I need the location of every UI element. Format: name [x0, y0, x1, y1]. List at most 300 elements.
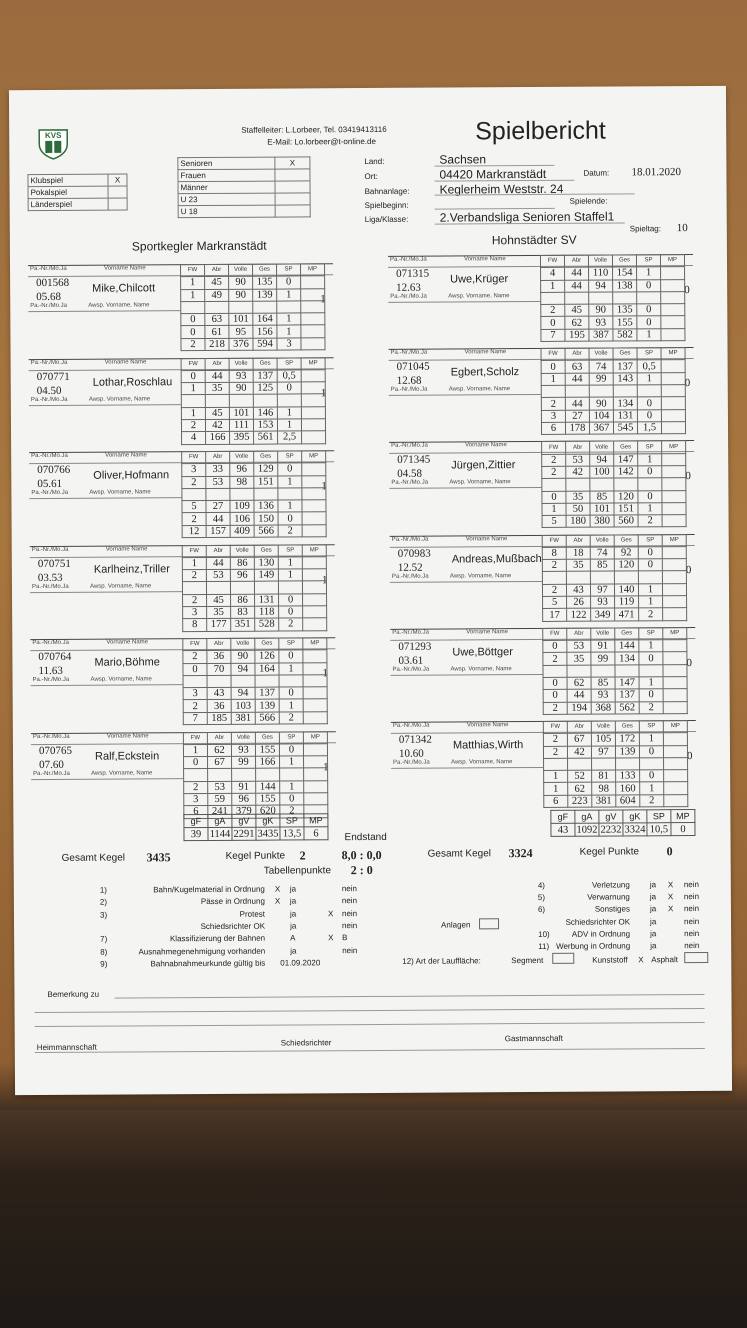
mp-cell: [302, 569, 326, 581]
player-match-point: 1: [320, 386, 327, 399]
empty-cell: [544, 758, 568, 770]
score-cell: 137: [253, 370, 277, 382]
score-cell: 44: [565, 267, 589, 279]
score-cell: 1: [279, 699, 303, 711]
score-cell: 0: [639, 745, 663, 757]
check-option-b: nein: [683, 904, 700, 914]
score-cell: 98: [230, 476, 254, 488]
score-cell: 109: [230, 500, 254, 512]
empty-cell: [256, 768, 280, 780]
category-u18-mark[interactable]: [275, 205, 310, 217]
mp-cell: [663, 689, 687, 701]
col-header: SP: [638, 534, 662, 546]
total-cell: 566: [255, 712, 279, 724]
empty-cell: [566, 478, 590, 490]
away-player-block: [388, 254, 694, 348]
mp-cell: [301, 382, 325, 394]
sum-header: gF: [551, 810, 575, 823]
total-cell: 368: [591, 702, 615, 714]
score-cell: 90: [229, 289, 253, 301]
mp-cell: [302, 500, 326, 512]
col-header: Volle: [588, 255, 612, 267]
asphalt-box[interactable]: [684, 952, 708, 963]
total-cell: 6: [184, 806, 208, 818]
total-cell: 594: [253, 338, 277, 350]
score-cell: 35: [566, 491, 590, 503]
check-option-a: ja: [289, 896, 297, 906]
total-cell: 351: [231, 618, 255, 630]
col-header: Volle: [230, 451, 254, 463]
substitute-label: Awsp. Vorname, Name: [90, 676, 152, 683]
mp-cell: [663, 608, 687, 620]
check-number: 3): [99, 910, 108, 920]
score-cell: 151: [614, 503, 638, 515]
total-cell: 3: [277, 338, 301, 350]
check-number: 4): [537, 880, 545, 890]
col-header: MP: [662, 441, 686, 453]
mp-cell: [304, 793, 328, 805]
player-match-point: 1: [322, 667, 329, 680]
vorname-label: Vorname Name: [465, 535, 508, 543]
total-cell: 2: [278, 525, 302, 537]
category-senioren-mark[interactable]: X: [275, 157, 310, 169]
substitute-label: Awsp. Vorname, Name: [449, 479, 511, 486]
check-mark-a[interactable]: X: [274, 884, 281, 894]
check-label: Bahn/Kugelmaterial in Ordnung: [153, 884, 265, 895]
score-cell: 0: [637, 279, 661, 291]
score-cell: 1: [277, 325, 301, 337]
score-cell: 0,5: [277, 370, 301, 382]
category-frauen-mark[interactable]: [275, 169, 310, 181]
block-separator: [30, 591, 182, 593]
pass-label: Pa.-Nr./Mo.Ja: [390, 349, 428, 357]
anlagen-box[interactable]: [479, 918, 499, 929]
away-team-name: Hohnstädter SV: [491, 232, 577, 248]
mp-cell: [661, 328, 685, 340]
game-type-box: [27, 173, 127, 211]
pass-label-substitute: Pa.-Nr./Mo.Ja: [392, 666, 430, 673]
score-cell: 140: [614, 584, 638, 596]
player-id: 070983: [397, 547, 431, 560]
score-cell: 0: [640, 770, 664, 782]
player-year: 10.60: [398, 747, 424, 760]
score-cell: 97: [591, 746, 615, 758]
col-header: Volle: [231, 732, 255, 744]
score-cell: 126: [255, 650, 279, 662]
total-cell: 545: [613, 422, 637, 434]
empty-cell: [207, 675, 231, 687]
total-cell: 379: [232, 805, 256, 817]
check-mark-a[interactable]: X: [274, 896, 281, 906]
mp-cell: [301, 288, 325, 300]
score-grid: [540, 254, 686, 342]
mp-cell: [301, 419, 325, 431]
substitute-label: Awsp. Vorname, Name: [89, 582, 152, 590]
score-cell: 164: [255, 663, 279, 675]
score-cell: 2: [181, 419, 205, 431]
anlagen-label: Anlagen: [441, 920, 471, 930]
score-cell: 1: [182, 557, 206, 569]
block-separator: [29, 497, 181, 499]
total-cell: 2: [639, 608, 663, 620]
col-header: SP: [278, 544, 302, 556]
score-cell: 160: [616, 782, 640, 794]
away-sum-table: [550, 809, 695, 837]
check-option-b: nein: [683, 879, 699, 890]
score-cell: 110: [589, 267, 613, 279]
vorname-label: Vorname Name: [465, 442, 507, 449]
mp-cell: [302, 475, 326, 487]
player-match-point: 0: [685, 563, 692, 576]
score-cell: 1: [278, 476, 302, 488]
score-cell: 139: [255, 700, 279, 712]
sum-header: gA: [208, 814, 232, 827]
mp-cell: [662, 571, 686, 583]
score-cell: 136: [254, 500, 278, 512]
score-cell: 1: [544, 783, 568, 795]
game-type-laender-mark[interactable]: [108, 198, 127, 210]
sum-header: SP: [647, 810, 671, 823]
total-cell: 6: [541, 422, 565, 434]
col-header: Volle: [231, 638, 255, 650]
score-cell: 45: [207, 594, 231, 606]
category-frauen: Frauen: [178, 169, 275, 182]
empty-cell: [542, 572, 566, 584]
check-label: Schiedsrichter OK: [565, 917, 631, 927]
score-cell: 151: [254, 476, 278, 488]
total-cell: 528: [255, 618, 279, 630]
score-cell: 142: [614, 466, 638, 478]
col-header: Abr: [564, 255, 588, 267]
check-mark-b[interactable]: X: [667, 904, 674, 914]
check-option-a: ja: [290, 945, 297, 955]
score-cell: 0: [543, 677, 567, 689]
mp-cell: [301, 301, 325, 313]
total-cell: 180: [566, 515, 590, 527]
score-cell: 133: [616, 770, 640, 782]
score-cell: 93: [589, 316, 613, 328]
score-cell: 0: [279, 594, 303, 606]
score-cell: 5: [543, 596, 567, 608]
score-cell: 44: [565, 280, 589, 292]
mp-cell: [303, 618, 327, 630]
mp-cell: [661, 397, 685, 409]
score-cell: 91: [591, 640, 615, 652]
player-id: 071345: [397, 454, 431, 467]
score-cell: 154: [613, 267, 637, 279]
score-cell: 0: [278, 512, 302, 524]
col-header: Ges: [615, 628, 639, 640]
game-type-klub: Klubspiel: [28, 174, 108, 186]
col-header: MP: [663, 627, 687, 639]
away-gesamt-label: Gesamt Kegel: [427, 848, 492, 860]
block-separator: [390, 581, 542, 583]
score-cell: 93: [591, 596, 615, 608]
score-cell: 43: [207, 688, 231, 700]
empty-cell: [589, 385, 613, 397]
check-mark-b[interactable]: X: [327, 908, 334, 918]
mp-cell: [302, 557, 326, 569]
score-cell: 147: [614, 454, 638, 466]
score-cell: 91: [232, 781, 256, 793]
check-label: Schiedsrichter OK: [200, 921, 266, 931]
check-label: Ausnahmegenehmigung vorhanden: [138, 946, 266, 956]
score-cell: 53: [208, 781, 232, 793]
empty-cell: [181, 395, 205, 407]
score-cell: 85: [591, 677, 615, 689]
pass-label: Pa.-Nr./Mo.Ja: [392, 722, 430, 729]
substitute-label: Awsp. Vorname, Name: [89, 489, 151, 496]
empty-cell: [183, 675, 207, 687]
score-cell: 134: [615, 652, 639, 664]
substitute-label: Awsp. Vorname, Name: [88, 395, 151, 403]
col-header: Abr: [206, 545, 230, 557]
score-cell: 0: [279, 650, 303, 662]
score-cell: 0: [638, 547, 662, 559]
home-player-block: [31, 731, 337, 825]
empty-cell: [616, 758, 640, 770]
total-cell: 7: [541, 329, 565, 341]
score-cell: 0: [541, 317, 565, 329]
empty-cell: [280, 768, 304, 780]
empty-cell: [277, 394, 301, 406]
score-cell: 103: [231, 700, 255, 712]
vorname-label: Vorname Name: [463, 256, 506, 263]
pass-label: Pa.-Nr./Mo.Ja: [31, 452, 68, 460]
col-header: MP: [303, 731, 327, 743]
block-separator: [391, 767, 543, 769]
score-cell: 74: [590, 547, 614, 559]
score-cell: 1: [277, 407, 301, 419]
sum-value: 1092: [576, 824, 598, 836]
col-header: Ges: [614, 534, 638, 546]
score-cell: 1: [181, 277, 205, 289]
sum-value: 10,5: [647, 823, 671, 836]
check-label: Verwarnung: [587, 892, 630, 902]
empty-cell: [614, 571, 638, 583]
kunststoff-mark[interactable]: X: [638, 955, 644, 965]
score-cell: 135: [613, 304, 637, 316]
mp-cell: [664, 782, 688, 794]
score-cell: 1: [639, 640, 663, 652]
score-cell: 119: [615, 596, 639, 608]
check-option-b: nein: [341, 884, 357, 894]
score-cell: 44: [567, 689, 591, 701]
player-year: 12.68: [396, 374, 422, 388]
col-header: Abr: [566, 535, 590, 547]
col-header: MP: [301, 357, 325, 369]
score-cell: 0: [277, 276, 301, 288]
total-cell: 185: [207, 712, 231, 724]
score-cell: 1: [181, 289, 205, 301]
col-header: Volle: [229, 358, 253, 370]
score-cell: 18: [566, 547, 590, 559]
empty-cell: [614, 478, 638, 490]
svg-text:KVS: KVS: [44, 130, 62, 140]
score-cell: 33: [206, 464, 230, 476]
empty-cell: [567, 665, 591, 677]
empty-cell: [205, 395, 229, 407]
total-cell: 177: [207, 619, 231, 631]
score-cell: 139: [615, 745, 639, 757]
col-header: Ges: [612, 255, 636, 267]
pass-label-substitute: Pa.-Nr./Mo.Ja: [390, 386, 428, 394]
check-date[interactable]: 01.09.2020: [280, 958, 321, 968]
category-maenner-mark[interactable]: [275, 181, 310, 193]
total-cell: 380: [590, 515, 614, 527]
score-cell: 5: [182, 501, 206, 513]
sum-value: 1144: [209, 828, 231, 840]
score-cell: 90: [589, 304, 613, 316]
col-header: Abr: [207, 638, 231, 650]
check-option-a: ja: [649, 892, 657, 902]
player-match-point: 0: [686, 656, 692, 669]
player-name: Ralf,Eckstein: [94, 749, 160, 763]
game-type-klub-mark[interactable]: X: [108, 174, 127, 186]
col-header: SP: [636, 255, 660, 267]
check-mark-b[interactable]: X: [328, 933, 334, 943]
empty-cell: [566, 572, 590, 584]
mp-cell: [301, 370, 325, 382]
total-cell: 2: [279, 712, 303, 724]
sum-header: gK: [623, 810, 647, 823]
score-cell: 4: [541, 268, 565, 280]
game-type-pokal-mark[interactable]: [108, 186, 127, 198]
score-cell: 164: [253, 313, 277, 325]
mp-cell: [663, 664, 687, 676]
pass-label: Pa.-Nr./Mo.Ja: [30, 359, 68, 366]
sum-value: 39: [184, 827, 208, 840]
home-player-block: [28, 263, 334, 357]
score-cell: 1: [277, 313, 301, 325]
category-u23: U 23: [178, 193, 275, 206]
mp-cell: [302, 512, 326, 524]
score-cell: 1: [277, 289, 301, 301]
total-cell: 381: [592, 795, 616, 807]
mp-cell: [663, 652, 687, 664]
score-cell: 53: [206, 476, 230, 488]
empty-cell: [229, 301, 253, 313]
sum-value: 13,5: [280, 827, 304, 840]
vorname-label: Vorname Name: [466, 628, 508, 636]
score-cell: 44: [565, 398, 589, 410]
total-cell: 157: [206, 525, 230, 537]
score-cell: 0: [639, 652, 663, 664]
mp-cell: [663, 677, 687, 689]
col-header: MP: [303, 638, 327, 650]
pass-label-substitute: Pa.-Nr./Mo.Ja: [391, 573, 429, 580]
score-cell: 62: [207, 744, 231, 756]
mp-cell: [663, 745, 687, 757]
col-header: MP: [302, 544, 326, 556]
player-name: Jürgen,Zittier: [451, 459, 516, 472]
substitute-label: Awsp. Vorname, Name: [450, 665, 512, 673]
mp-cell: [301, 313, 325, 325]
score-cell: 125: [253, 382, 277, 394]
score-cell: 96: [232, 793, 256, 805]
empty-cell: [205, 301, 229, 313]
category-senioren: Senioren: [178, 157, 275, 170]
empty-cell: [565, 385, 589, 397]
block-separator: [29, 404, 181, 406]
total-cell: 1,5: [637, 422, 661, 434]
player-id: 070766: [37, 463, 71, 477]
check-option-a: ja: [649, 904, 657, 914]
check-option-a: ja: [289, 884, 297, 894]
score-cell: 3: [182, 464, 206, 476]
mp-cell: [661, 409, 685, 421]
total-cell: 2: [638, 515, 662, 527]
col-header: FW: [540, 255, 564, 267]
player-match-point: 1: [320, 293, 326, 306]
score-cell: 3: [183, 688, 207, 700]
player-id: 001568: [36, 276, 70, 290]
score-cell: 166: [256, 756, 280, 768]
score-cell: 1: [637, 267, 661, 279]
col-header: Abr: [205, 358, 229, 370]
col-header: Ges: [254, 545, 278, 557]
pass-label: Pa.-Nr./Mo.Ja: [391, 536, 429, 543]
score-cell: 96: [230, 464, 254, 476]
score-cell: 131: [613, 410, 637, 422]
score-cell: 144: [256, 781, 280, 793]
col-header: Abr: [567, 721, 591, 733]
check-mark-b[interactable]: X: [667, 880, 674, 890]
score-cell: 26: [567, 596, 591, 608]
score-cell: 99: [589, 373, 613, 385]
check-number: 5): [537, 893, 546, 903]
col-header: FW: [182, 452, 206, 464]
sum-value: 3435: [257, 828, 279, 840]
score-grid: [182, 637, 328, 725]
score-grid: [181, 357, 327, 445]
score-cell: 95: [229, 326, 253, 338]
beginn-label: Spielbeginn:: [364, 200, 409, 211]
mp-cell: [303, 650, 327, 662]
score-cell: 149: [254, 569, 278, 581]
score-cell: 93: [229, 370, 253, 382]
score-cell: 0: [277, 382, 301, 394]
mp-cell: [661, 279, 685, 291]
score-cell: 137: [255, 687, 279, 699]
score-cell: 106: [230, 513, 254, 525]
col-header: FW: [541, 348, 565, 360]
score-cell: 0: [637, 409, 661, 421]
score-cell: 45: [565, 304, 589, 316]
asphalt-label: Asphalt: [651, 955, 678, 965]
category-u23-mark[interactable]: [275, 193, 310, 205]
mp-cell: [303, 662, 327, 674]
score-cell: 0: [638, 559, 662, 571]
total-cell: 2: [639, 701, 663, 713]
total-cell: 5: [542, 515, 566, 527]
sum-header: gF: [184, 814, 208, 827]
total-cell: 7: [183, 712, 207, 724]
pass-label-substitute: Pa.-Nr./Mo.Ja: [31, 583, 69, 590]
col-header: MP: [301, 264, 325, 276]
sum-header: gV: [232, 814, 256, 827]
score-cell: 2: [543, 653, 567, 665]
mp-cell: [303, 675, 327, 687]
check-number: 9): [100, 959, 108, 969]
check-option-b: nein: [341, 896, 358, 906]
pass-label: Pa.-Nr./Mo.Ja: [30, 265, 67, 273]
total-cell: 349: [591, 608, 615, 620]
score-cell: 1: [542, 503, 566, 515]
segment-box[interactable]: [552, 953, 574, 964]
player-name: Oliver,Hofmann: [93, 469, 170, 482]
check-mark-b[interactable]: X: [667, 892, 674, 902]
